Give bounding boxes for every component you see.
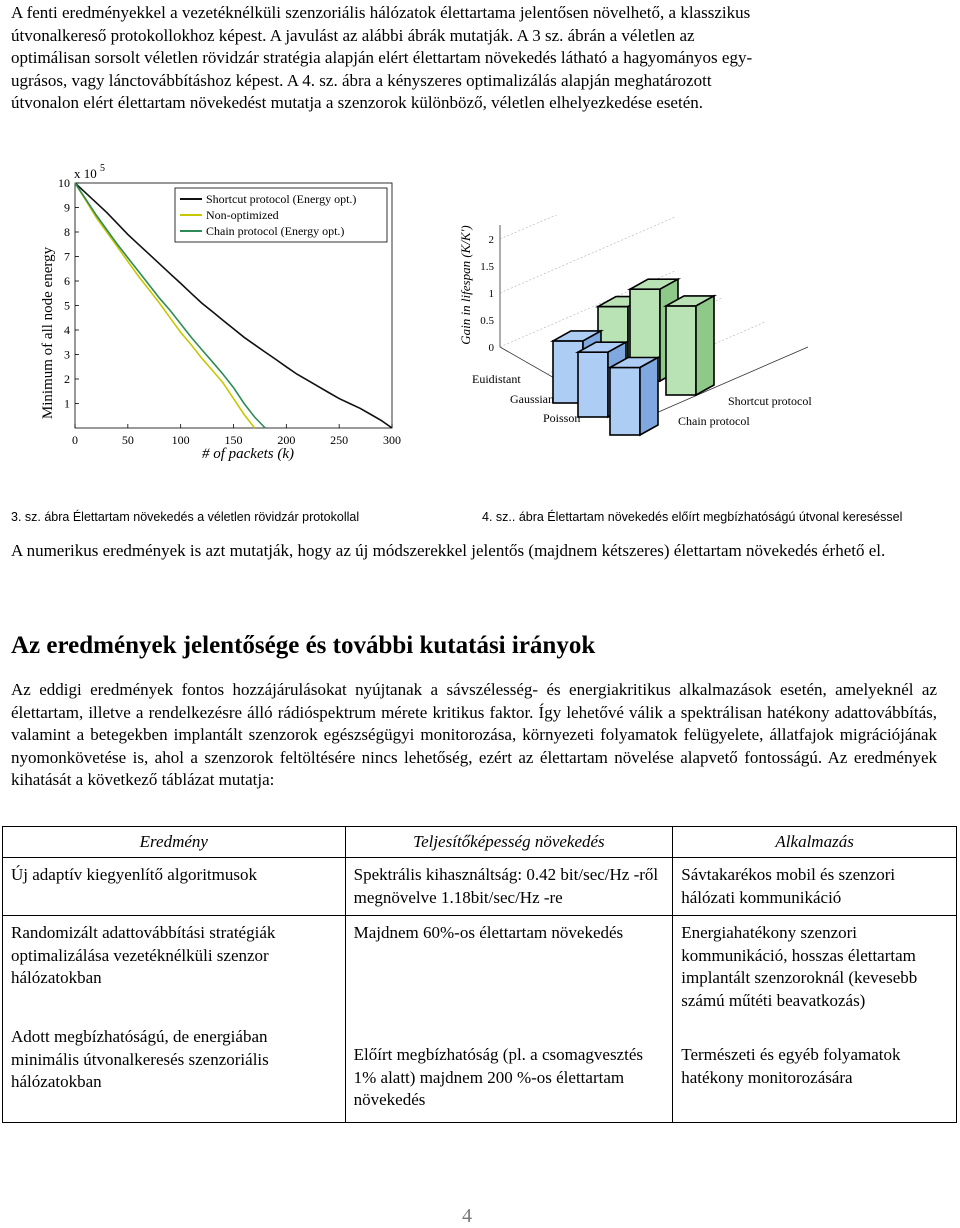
results-table <box>2 826 957 1123</box>
table-cell: Előírt megbízhatóság (pl. a csomagvesztés 1% alatt) majdnem 200 %-os élettartam növekedés <box>345 1022 673 1122</box>
fig4-bar-front <box>578 352 608 417</box>
table-header-cell: Teljesítőképesség növekedés <box>345 827 673 858</box>
table-row <box>3 1022 957 1122</box>
fig3-ytick-label: 2 <box>64 372 70 386</box>
intro-paragraph <box>11 2 937 115</box>
fig4-ztick-label: 2 <box>488 234 494 246</box>
fig3-ytick-label: 5 <box>64 298 70 313</box>
table-cell: Adott megbízhatóságú, de energiában minimális útvonalkeresés szenzoriális hálózatokban <box>3 1022 346 1122</box>
fig3-ytick-label: 4 <box>64 323 70 337</box>
intro-line-1: A fenti eredményekkel a vezetéknélküli szenzoriális hálózatok élettartama jelentősen növelhető, a klasszikus <box>11 3 751 22</box>
section-heading: Az eredmények jelentősége és további kutatási irányok <box>11 632 596 659</box>
table-cell: Majdnem 60%-os élettartam növekedés <box>345 916 673 1023</box>
legend-shortcut: Shortcut protocol (Energy opt.) <box>206 192 357 206</box>
significance-paragraph: Az eddigi eredmények fontos hozzájárulásokat nyújtanak a sávszélesség- és energiakritikus alkalmazások esetén, amelyeknél az élettartam, illetve a rendelkezésre álló rádióspektrum mérete kritikus faktor. Így lehetővé válik a spektrálisan hatékony adattovábbítás, valamint a betegekben implantált szenzorok egészségügyi monitorozása, környezeti folyamatok felügyelete, állatfajok migrációjának nyomonkövetése is, ahol a szenzorok feltöltésére nincs lehetőség, ezért az élettartam növelése alapvető fontosságú. Az eredmények kihatását a következő táblázat mutatja: <box>11 680 937 789</box>
fig3-ytick-label: 1 <box>64 396 70 411</box>
table-cell: Természeti és egyéb folyamatok hatékony monitorozására <box>673 1022 957 1122</box>
fig4-zlabel: Gain in lifespan (K/K') <box>458 225 473 345</box>
table-header-cell: Alkalmazás <box>673 827 957 858</box>
fig4-row-euidistant: Euidistant <box>472 372 521 386</box>
fig3-xtick-label: 50 <box>121 433 134 447</box>
fig3-xtick-label: 300 <box>383 433 401 447</box>
fig4-bar-side <box>640 358 658 436</box>
fig3-ytick-label: 9 <box>64 200 70 215</box>
fig4-bar-front <box>610 368 640 436</box>
table-cell: Randomizált adattovábbítási stratégiák optimalizálása vezetéknélküli szenzor hálózatokban <box>3 916 346 1023</box>
fig3-xlabel: # of packets (k) <box>201 446 295 462</box>
fig4-row-gaussian: Gaussian <box>510 392 554 406</box>
table-row <box>3 916 957 1023</box>
fig4-bar-front <box>666 306 696 395</box>
fig4-col-chain: Chain protocol <box>678 414 750 428</box>
fig3-multiplier <box>74 163 105 181</box>
fig3-xtick-label: 200 <box>277 433 296 447</box>
figure-4-3d-bar-chart <box>448 215 828 440</box>
fig3-xtick-label: 150 <box>224 433 243 447</box>
fig3-xtick-label: 0 <box>72 433 78 447</box>
fig3-xtick-label: 100 <box>171 433 190 447</box>
fig3-ytick-label: 10 <box>58 176 70 190</box>
table-cell: Energiahatékony szenzori kommunikáció, hosszas élettartam implantált szenzoroknál (kevesebb számú műtéti beavatkozás) <box>673 916 957 1023</box>
table-cell: Új adaptív kiegyenlítő algoritmusok <box>3 858 346 916</box>
table-cell: Sávtakarékos mobil és szenzori hálózati kommunikáció <box>673 858 957 916</box>
fig3-xtick-label: 250 <box>330 433 349 447</box>
fig3-legend <box>175 188 387 242</box>
intro-line-2: útvonalkereső protokollokhoz képest. A javulást az alábbi ábrák mutatják. A 3 sz. ábrán a véletlen az <box>11 25 695 45</box>
page-number: 4 <box>462 1205 472 1227</box>
figure-3-caption: 3. sz. ábra Élettartam növekedés a véletlen rövidzár protokollal <box>11 510 360 524</box>
intro-line-3: optimálisan sorsolt véletlen rövidzár stratégia alapján elért élettartam növekedés látható a hagyományos egy- <box>11 48 753 67</box>
intro-line-5: útvonalon elért élettartam növekedést mutatja a szenzorok különböző, véletlen elhelyezkedése esetén. <box>11 93 703 112</box>
legend-chain: Chain protocol (Energy opt.) <box>206 224 345 238</box>
intro-line-4: ugrásos, vagy lánctovábbításhoz képest. A 4. sz. ábra a kényszeres optimalizálás alapján meghatározott <box>11 70 712 90</box>
fig3-ytick-label: 6 <box>64 274 70 288</box>
fig4-col-shortcut: Shortcut protocol <box>728 394 812 408</box>
results-paragraph: A numerikus eredmények is azt mutatják, hogy az új módszerekkel jelentős (majdnem kétszeres) élettartam növekedés érhető el. <box>11 541 886 560</box>
fig4-ztick-label: 0.5 <box>480 315 494 327</box>
fig3-ytick-label: 7 <box>64 249 70 264</box>
figure-4-caption: 4. sz.. ábra Élettartam növekedés előírt megbízhatóságú útvonal kereséssel <box>482 510 903 524</box>
fig4-ztick-label: 1.5 <box>480 261 494 273</box>
table-row <box>3 858 957 916</box>
fig3-ytick-label: 3 <box>64 347 70 362</box>
fig3-ytick-label: 8 <box>64 225 70 239</box>
fig3-multiplier-exp: 5 <box>100 163 105 174</box>
fig4-bar-side <box>696 296 714 395</box>
fig4-ztick-label: 0 <box>488 342 494 354</box>
fig4-row-poisson: Poisson <box>543 411 581 425</box>
table-header-cell: Eredmény <box>3 827 346 858</box>
legend-nonoptimized: Non-optimized <box>206 208 279 222</box>
fig3-ylabel: Minimum of all node energy <box>40 246 56 420</box>
fig3-multiplier-base: x 10 <box>74 166 97 181</box>
table-cell: Spektrális kihasználtság: 0.42 bit/sec/Hz -ről megnövelve 1.18bit/sec/Hz -re <box>345 858 673 916</box>
figure-3-line-chart <box>30 158 410 468</box>
fig4-ztick-label: 1 <box>488 288 494 300</box>
table-header-row <box>3 827 957 858</box>
